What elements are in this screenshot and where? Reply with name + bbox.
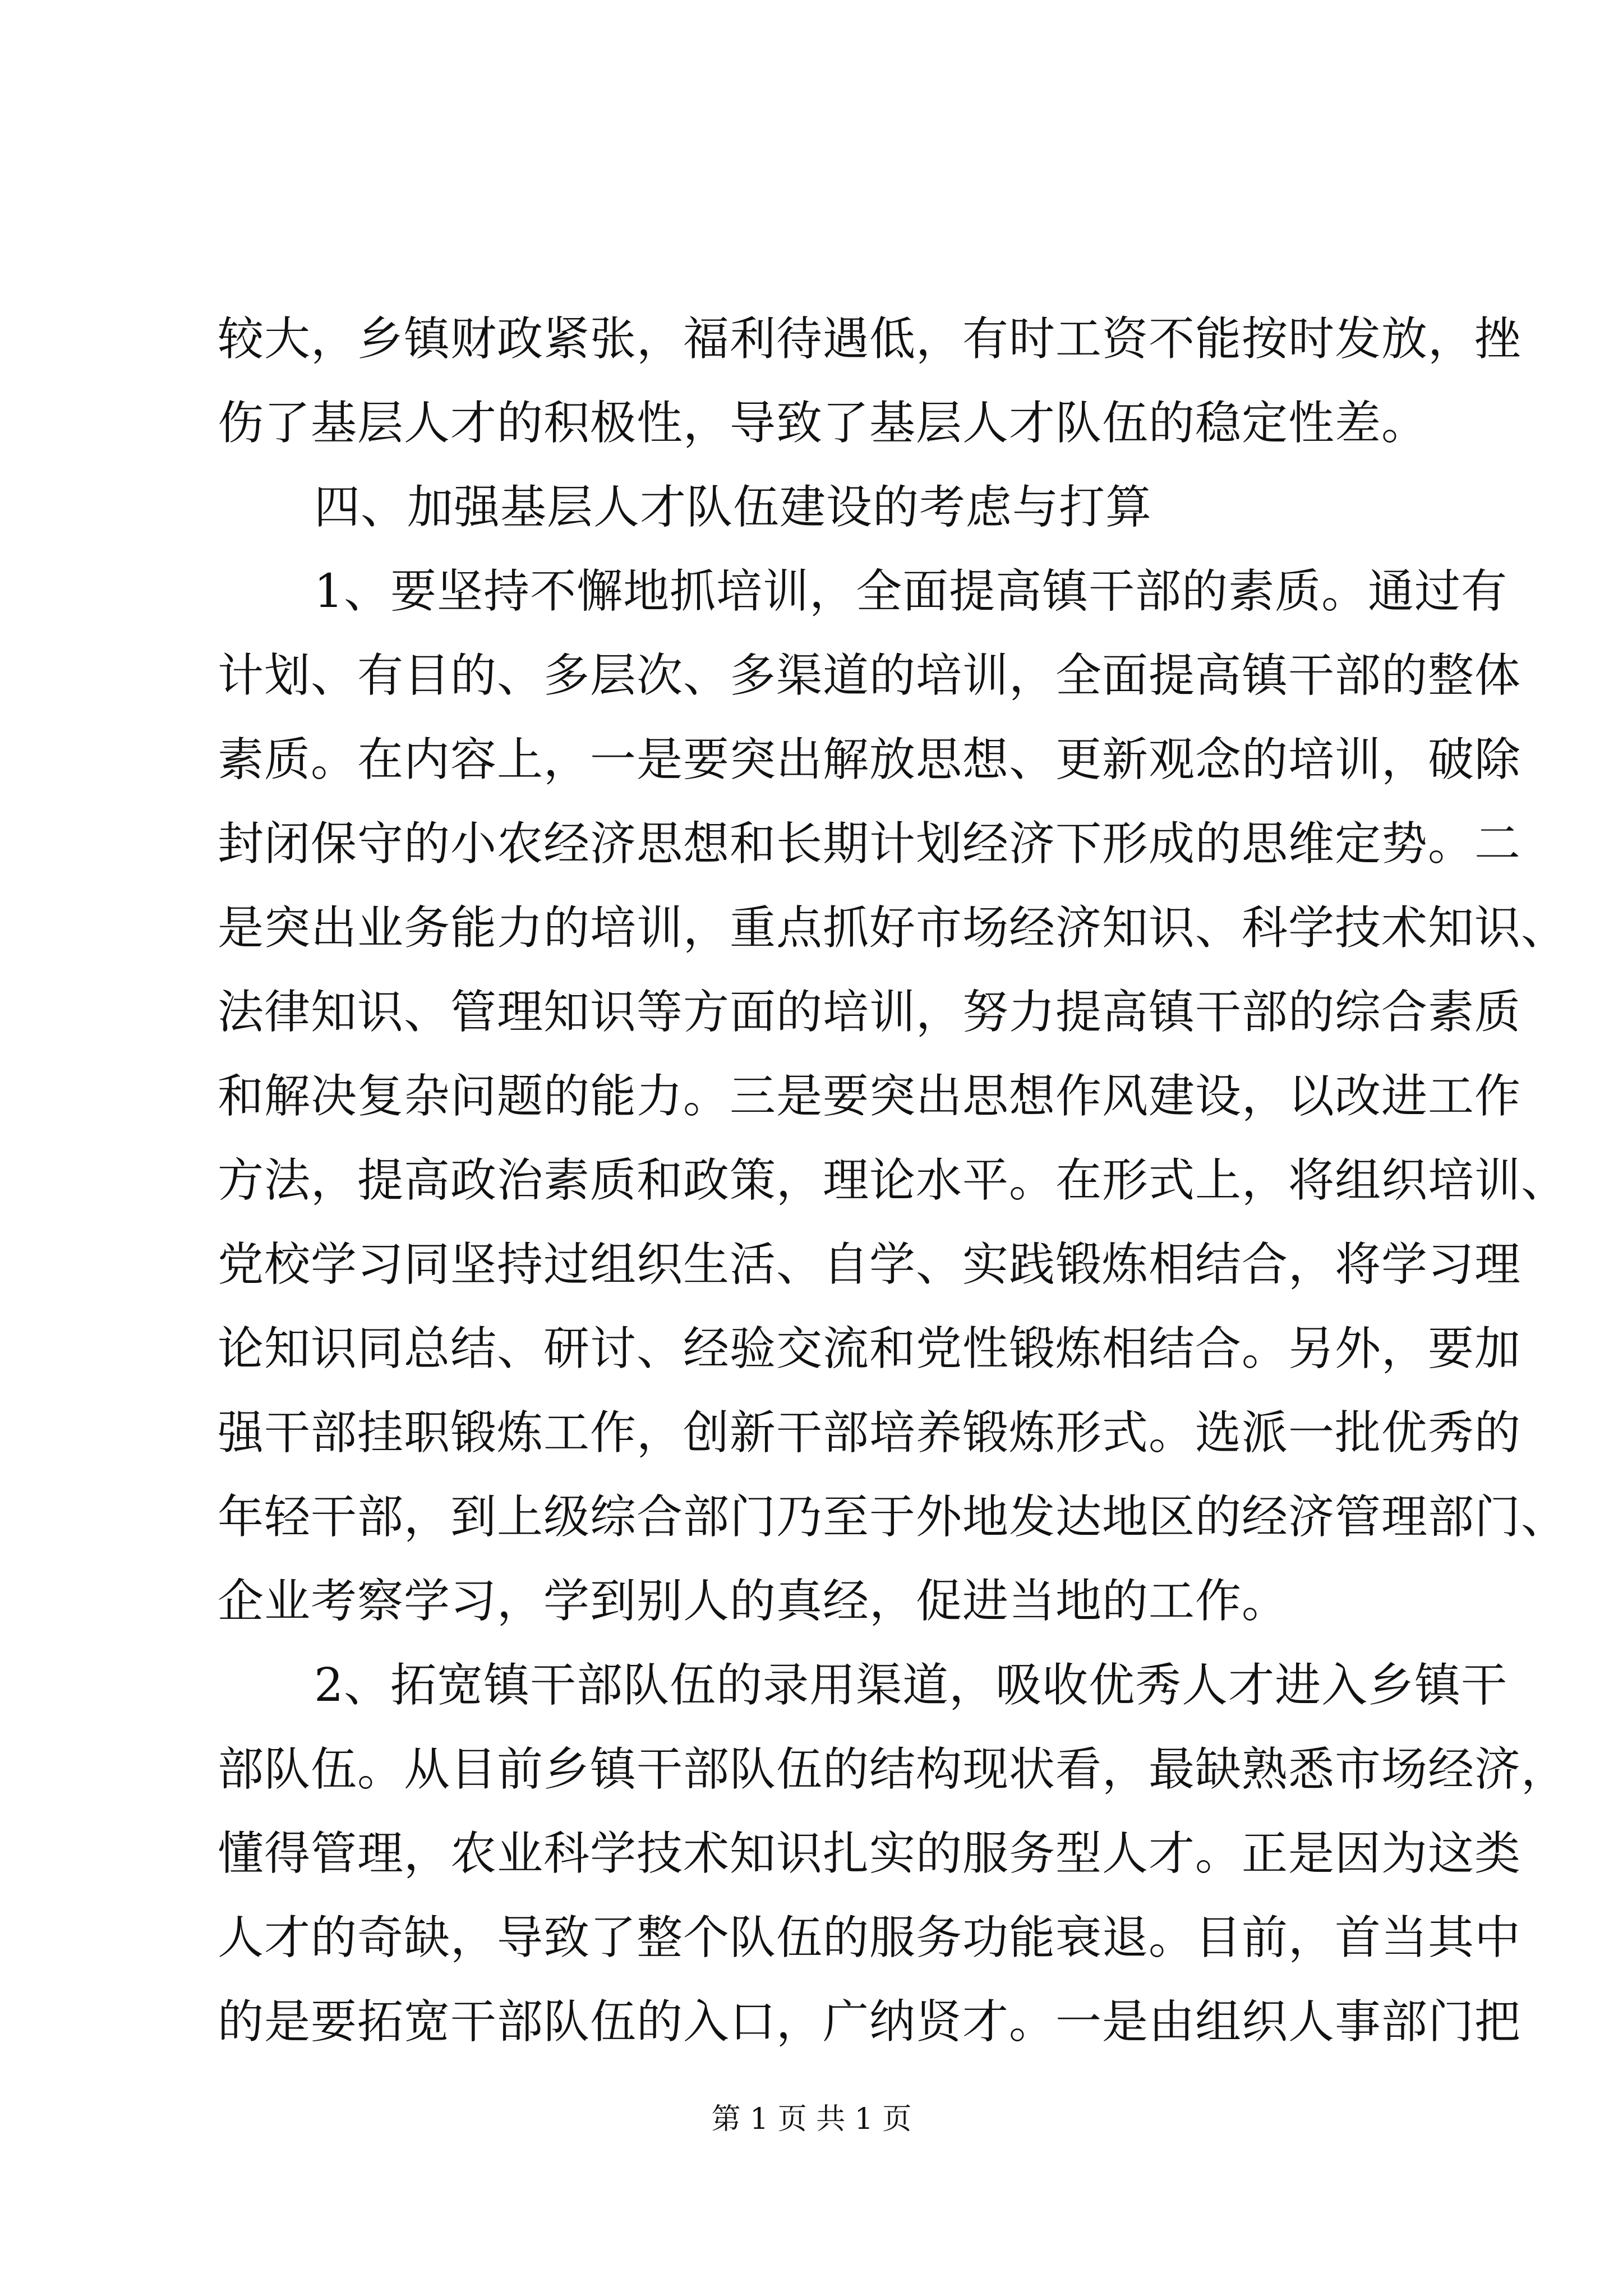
text-line: 2、拓宽镇干部队伍的录用渠道，吸收优秀人才进入乡镇干	[314, 1659, 1508, 1712]
body-text	[218, 297, 1568, 2064]
text-line: 党校学习同坚持过组织生活、自学、实践锻炼相结合，将学习理	[218, 1238, 1521, 1291]
text-line: 是突出业务能力的培训，重点抓好市场经济知识、科学技术知识、	[218, 901, 1568, 955]
text-line: 和解决复杂问题的能力。三是要突出思想作风建设，以改进工作	[218, 1070, 1521, 1123]
text-line: 年轻干部，到上级综合部门乃至于外地发达地区的经济管理部门、	[218, 1490, 1568, 1544]
text-line: 强干部挂职锻炼工作，创新干部培养锻炼形式。选派一批优秀的	[218, 1406, 1521, 1460]
text-line: 1、要坚持不懈地抓培训，全面提高镇干部的素质。通过有	[314, 565, 1508, 618]
text-line: 计划、有目的、多层次、多渠道的培训，全面提高镇干部的整体	[218, 649, 1521, 702]
text-line: 论知识同总结、研讨、经验交流和党性锻炼相结合。另外，要加	[218, 1322, 1521, 1375]
page-footer: 第 1 页 共 1 页	[711, 2102, 912, 2136]
text-line: 封闭保守的小农经济思想和长期计划经济下形成的思维定势。二	[218, 817, 1521, 871]
text-line: 较大，乡镇财政紧张，福利待遇低，有时工资不能按时发放，挫	[218, 312, 1521, 366]
text-line: 伤了基层人才的积极性，导致了基层人才队伍的稳定性差。	[218, 397, 1428, 450]
text-line: 的是要拓宽干部队伍的入口，广纳贤才。一是由组织人事部门把	[218, 1995, 1521, 2049]
text-line: 懂得管理，农业科学技术知识扎实的服务型人才。正是因为这类	[218, 1827, 1521, 1880]
text-line: 人才的奇缺，导致了整个队伍的服务功能衰退。目前，首当其中	[218, 1911, 1521, 1964]
text-line: 方法，提高政治素质和政策，理论水平。在形式上，将组织培训、	[218, 1154, 1568, 1207]
text-line: 四、加强基层人才队伍建设的考虑与打算	[314, 481, 1152, 534]
text-line: 部队伍。从目前乡镇干部队伍的结构现状看，最缺熟悉市场经济，	[218, 1743, 1568, 1796]
text-line: 法律知识、管理知识等方面的培训，努力提高镇干部的综合素质	[218, 986, 1521, 1039]
text-line: 素质。在内容上，一是要突出解放思想、更新观念的培训，破除	[218, 733, 1521, 786]
text-line: 企业考察学习，学到别人的真经，促进当地的工作。	[218, 1575, 1289, 1628]
